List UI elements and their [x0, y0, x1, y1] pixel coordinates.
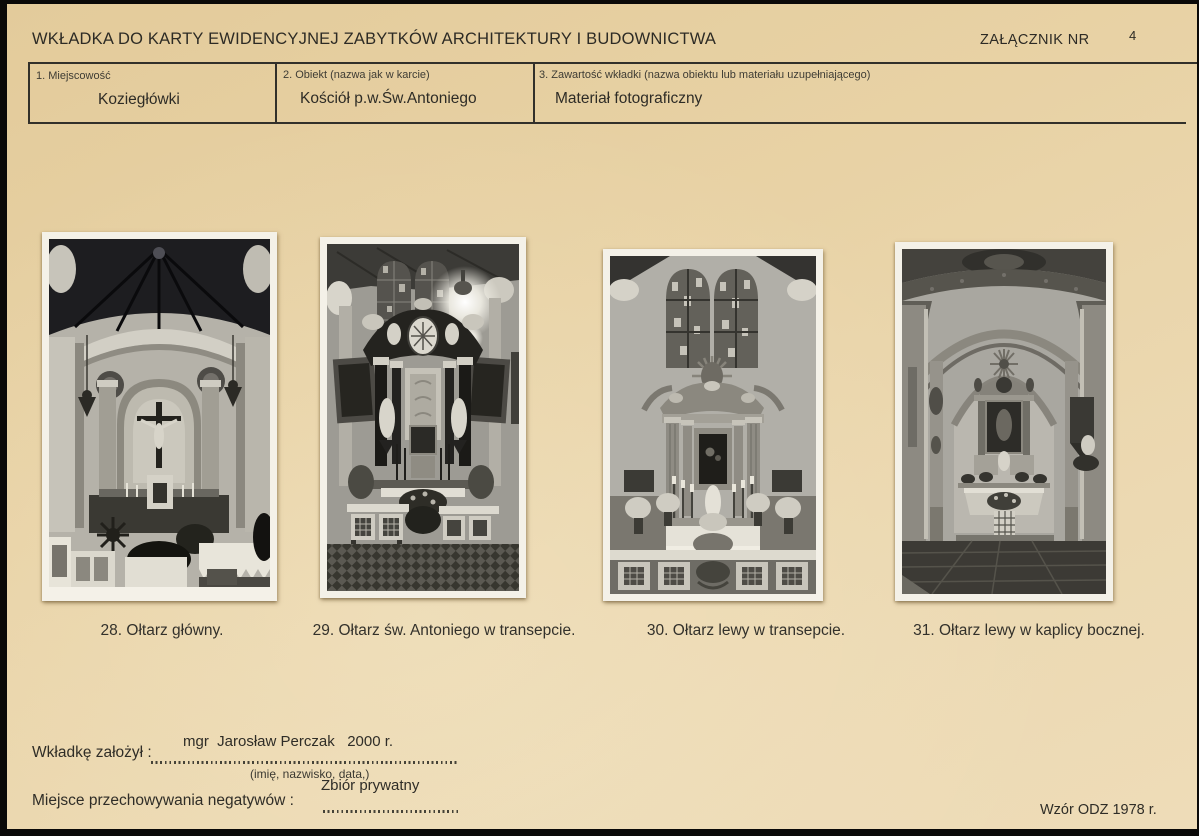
photo-caption-30: 30. Ołtarz lewy w transepcie.: [646, 622, 846, 639]
photo-caption-28: 28. Ołtarz główny.: [100, 622, 224, 639]
field-object-value: Kościół p.w.Św.Antoniego: [300, 90, 477, 107]
left-transept-altar-photograph: [610, 256, 816, 594]
field-object-label: 2. Obiekt (nazwa jak w karcie): [283, 69, 430, 81]
field-contents-value: Materiał fotograficzny: [555, 90, 703, 107]
field-locality-value: Koziegłówki: [98, 91, 180, 108]
founder-value: mgr Jarosław Perczak 2000 r.: [183, 733, 394, 750]
negatives-dotted-line: [323, 810, 459, 813]
attachment-label: ZAŁĄCZNIK NR: [980, 32, 1090, 48]
field-contents-label: 3. Zawartość wkładki (nazwa obiektu lub materiału uzupełniającego): [539, 69, 871, 81]
founder-label: Wkładkę założył :: [32, 744, 152, 761]
photo-caption-31: 31. Ołtarz lewy w kaplicy bocznej.: [913, 622, 1145, 639]
fields-border-top: [28, 62, 1197, 64]
photo-left-transept-altar: [603, 249, 823, 601]
st-anthony-altar-photograph: [327, 244, 519, 591]
fields-border-bottom: [28, 122, 1186, 124]
photo-main-altar: [42, 232, 277, 601]
field-locality-label: 1. Miejscowość: [36, 70, 111, 82]
attachment-number: 4: [1129, 28, 1137, 43]
founder-dotted-line: [151, 761, 459, 764]
main-altar-photograph: [49, 239, 270, 587]
negatives-value: Zbiór prywatny: [321, 777, 420, 794]
negatives-label: Miejsce przechowywania negatywów :: [32, 792, 294, 809]
page-title: WKŁADKA DO KARTY EWIDENCYJNEJ ZABYTKÓW ARCHITEKTURY I BUDOWNICTWA: [32, 30, 717, 48]
photo-caption-29: 29. Ołtarz św. Antoniego w transepcie.: [312, 622, 576, 639]
founder-hint: (imię, nazwisko, data,): [250, 767, 370, 781]
side-chapel-altar-photograph: [902, 249, 1106, 594]
photo-st-anthony-altar: [320, 237, 526, 598]
record-card: [7, 4, 1197, 829]
fields-divider-1: [275, 62, 277, 124]
fields-border-left: [28, 62, 30, 124]
photo-side-chapel-altar: [895, 242, 1113, 601]
form-template-note: Wzór ODZ 1978 r.: [1040, 802, 1157, 818]
fields-divider-2: [533, 62, 535, 124]
